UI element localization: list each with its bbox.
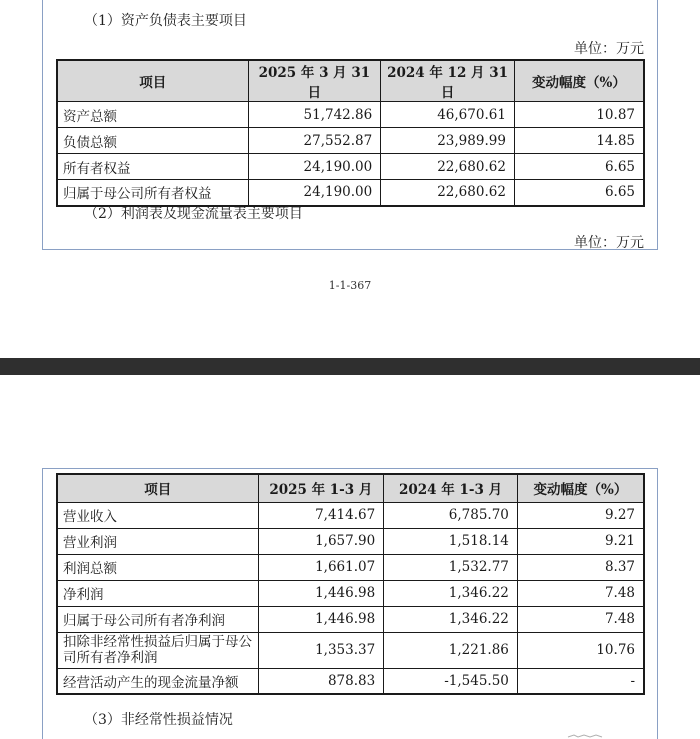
row-label: 利润总额 — [57, 554, 258, 580]
cell-value: 7,414.67 — [258, 502, 384, 528]
page-number: 1-1-367 — [328, 279, 372, 292]
column-header-change-pct: 变动幅度（%） — [514, 60, 644, 102]
column-header-2024-q1: 2024 年 1-3 月 — [384, 474, 518, 502]
table-row — [57, 580, 644, 606]
table-row — [57, 668, 644, 694]
row-label: 归属于母公司所有者权益 — [57, 180, 248, 206]
cell-value: 9.21 — [517, 528, 644, 554]
pen-mark-icon — [566, 733, 606, 739]
cell-value: 10.87 — [514, 102, 644, 128]
unit-label-income-statement: 单位：万元 — [574, 235, 644, 251]
unit-label-balance-sheet: 单位：万元 — [574, 41, 644, 57]
cell-value: 1,353.37 — [258, 632, 384, 668]
table-row — [57, 528, 644, 554]
table-row — [57, 502, 644, 528]
cell-value: 1,446.98 — [258, 580, 384, 606]
row-label: 所有者权益 — [57, 154, 248, 180]
section-heading-non-recurring: （3）非经常性损益情况 — [84, 712, 233, 728]
table-row — [57, 154, 644, 180]
column-header-item: 项目 — [57, 60, 248, 102]
cell-value: 1,346.22 — [384, 580, 518, 606]
section-heading-income-statement: （2）利润表及现金流量表主要项目 — [84, 206, 303, 222]
cell-value: 1,446.98 — [258, 606, 384, 632]
cell-value: 6.65 — [514, 154, 644, 180]
cell-value: 9.27 — [517, 502, 644, 528]
cell-value: 22,680.62 — [381, 154, 515, 180]
cell-value: 10.76 — [517, 632, 644, 668]
cell-value: 7.48 — [517, 580, 644, 606]
table-row — [57, 102, 644, 128]
section-heading-balance-sheet: （1）资产负债表主要项目 — [84, 13, 247, 29]
cell-value: 8.37 — [517, 554, 644, 580]
table-row — [57, 128, 644, 154]
table-row — [57, 554, 644, 580]
table-row — [57, 632, 644, 668]
cell-value: 46,670.61 — [381, 102, 515, 128]
balance-sheet-table — [56, 59, 645, 207]
table-row — [57, 180, 644, 206]
column-header-change-pct: 变动幅度（%） — [517, 474, 644, 502]
cell-value: 23,989.99 — [381, 128, 515, 154]
cell-value: 1,661.07 — [258, 554, 384, 580]
row-label: 扣除非经常性损益后归属于母公司所有者净利润 — [57, 632, 258, 668]
cell-value: - — [517, 668, 644, 694]
cell-value: 51,742.86 — [248, 102, 381, 128]
cell-value: 22,680.62 — [381, 180, 515, 206]
cell-value: 6.65 — [514, 180, 644, 206]
table-row — [57, 606, 644, 632]
cell-value: 14.85 — [514, 128, 644, 154]
cell-value: 24,190.00 — [248, 180, 381, 206]
cell-value: 878.83 — [258, 668, 384, 694]
row-label: 经营活动产生的现金流量净额 — [57, 668, 258, 694]
cell-value: 6,785.70 — [384, 502, 518, 528]
income-statement-table — [56, 473, 645, 695]
cell-value: 24,190.00 — [248, 154, 381, 180]
page-break-divider — [0, 358, 700, 375]
column-header-item: 项目 — [57, 474, 258, 502]
cell-value: 27,552.87 — [248, 128, 381, 154]
document-page-top — [0, 0, 700, 355]
cell-value: -1,545.50 — [384, 668, 518, 694]
row-label: 净利润 — [57, 580, 258, 606]
table-header-row — [57, 474, 644, 502]
cell-value: 1,657.90 — [258, 528, 384, 554]
row-label: 负债总额 — [57, 128, 248, 154]
table-header-row — [57, 60, 644, 102]
cell-value: 1,346.22 — [384, 606, 518, 632]
column-header-2025-q1: 2025 年 1-3 月 — [258, 474, 384, 502]
cell-value: 1,532.77 — [384, 554, 518, 580]
row-label: 营业收入 — [57, 502, 258, 528]
row-label: 归属于母公司所有者净利润 — [57, 606, 258, 632]
cell-value: 1,221.86 — [384, 632, 518, 668]
column-header-2024-12-31: 2024 年 12 月 31 日 — [381, 60, 515, 102]
cell-value: 1,518.14 — [384, 528, 518, 554]
column-header-2025-03-31: 2025 年 3 月 31 日 — [248, 60, 381, 102]
cell-value: 7.48 — [517, 606, 644, 632]
row-label: 资产总额 — [57, 102, 248, 128]
row-label: 营业利润 — [57, 528, 258, 554]
